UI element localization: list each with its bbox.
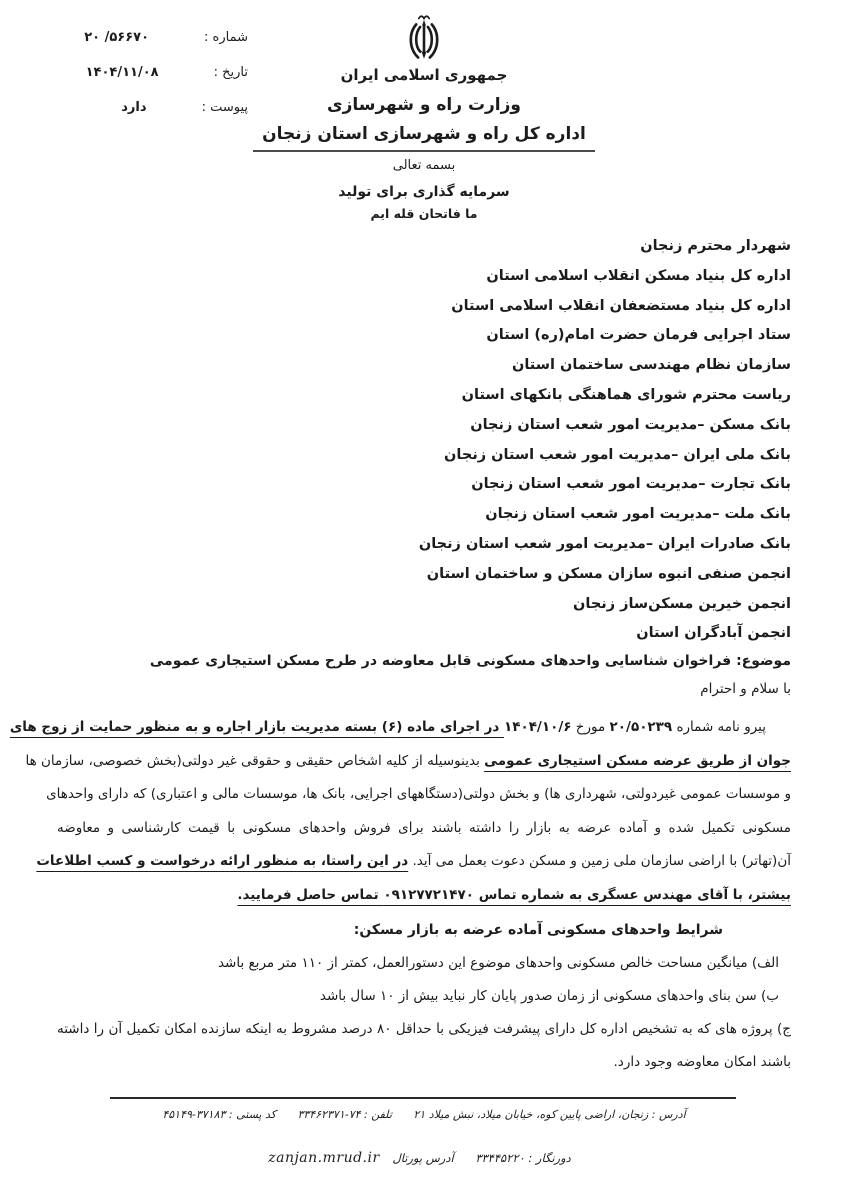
footer-address xyxy=(413,1108,685,1121)
body-line-4: مسکونی تکمیل شده و آماده عرضه به بازار را داشته باشند برای فروش واحدهای مسکونی با قیمت کارشناسی و معاوضه xyxy=(57,819,791,836)
letter-number-label: شماره : xyxy=(204,30,248,45)
body-line-5 xyxy=(36,845,791,879)
emphasized-text: در این راستا، به منظور ارائه درخواست و کسب اطلاعات xyxy=(36,853,409,869)
footer-contact-line xyxy=(0,1108,848,1121)
letter-attachment-value: دارد xyxy=(121,100,147,115)
fax-label: دورنگار : xyxy=(524,1151,571,1165)
letter-date-row xyxy=(50,65,248,100)
recipient-line: بانک ملی ایران –مدیریت امور شعب استان زنجان xyxy=(444,446,791,463)
letterhead-country: جمهوری اسلامی ایران xyxy=(340,66,508,84)
letter-attachment-label: پیوست : xyxy=(201,100,248,115)
recipient-line: سازمان نظام مهندسی ساختمان استان xyxy=(511,357,791,374)
letterhead-divider xyxy=(253,150,595,152)
footer-divider xyxy=(110,1097,736,1099)
reference-number: ۲۰/۵۰۲۳۹ xyxy=(609,719,673,735)
letterhead-ministry: وزارت راه و شهرسازی xyxy=(326,95,521,115)
letter-date-label: تاریخ : xyxy=(213,65,248,80)
emphasized-text: جوان از طریق عرضه مسکن استیجاری عمومی xyxy=(484,752,791,769)
letter-number-value: ۲۰ /۵۶۶۷۰ xyxy=(84,30,150,45)
address-label: آدرس : xyxy=(648,1108,686,1121)
footer-postal-code xyxy=(162,1108,276,1121)
year-slogan: سرمایه گذاری برای تولید xyxy=(338,184,510,200)
salutation-line: با سلام و احترام xyxy=(700,681,791,697)
footer-phone xyxy=(297,1108,391,1121)
contact-phone-number: ۰۹۱۲۷۷۲۱۴۷۰ xyxy=(383,886,474,903)
letter-attachment-row xyxy=(50,100,248,135)
body-text: پیرو نامه شماره xyxy=(672,719,766,735)
letterhead-department: اداره کل راه و شهرسازی استان زنجان xyxy=(262,124,586,144)
phone-label: تلفن : xyxy=(360,1108,392,1121)
emphasized-text: بیشتر، با آقای مهندس عسگری به شماره تماس xyxy=(474,886,791,903)
letterhead xyxy=(254,12,594,146)
condition-item-b: ب) سن بنای واحدهای مسکونی از زمان صدور پایان کار نباید بیش از ۱۰ سال باشد xyxy=(319,988,779,1004)
condition-item-c-continued: باشند امکان معاوضه وجود دارد. xyxy=(613,1054,791,1070)
recipient-line: بانک ملت –مدیریت امور شعب استان زنجان xyxy=(485,506,791,523)
recipient-line: بانک صادرات ایران –مدیریت امور شعب استان زنجان xyxy=(418,535,791,552)
conditions-heading: شرایط واحدهای مسکونی آماده عرضه به بازار مسکن: xyxy=(353,922,723,938)
conditions-list xyxy=(57,947,791,1079)
subject-line: موضوع: فراخوان شناسایی واحدهای مسکونی قابل معاوضه در طرح مسکن استیجاری عمومی xyxy=(149,653,791,669)
recipient-line: انجمن صنفی انبوه سازان مسکن و ساختمان استان xyxy=(426,565,791,582)
letter-number-row xyxy=(50,30,248,65)
body-text: آن(تهاتر) با اراضی سازمان ملی زمین و مسکن دعوت بعمل می آید. xyxy=(408,853,791,869)
basmala-text: بسمه تعالی xyxy=(392,158,456,173)
fax-value: ۳۳۴۴۵۲۲۰ xyxy=(475,1151,525,1165)
body-line-3: و موسسات عمومی غیردولتی، شهرداری ها) و بخش دولتی(دستگاههای اجرایی، بانک ها، موسسات مالی و اعتباری) که دارای واحدهای xyxy=(46,786,791,802)
motto-slogan: ما فاتحان قله ایم xyxy=(370,206,478,221)
phone-value: ۳۳۴۶۲۳۷۱-۷۴ xyxy=(297,1108,361,1121)
recipient-line: ریاست محترم شورای هماهنگی بانکهای استان xyxy=(461,386,791,403)
body-text: بدینوسیله از کلیه اشخاص حقیقی و حقوقی غیر دولتی(بخش خصوصی، سازمان ها xyxy=(25,752,485,769)
emphasized-text: تماس حاصل فرمایید. xyxy=(237,886,384,903)
recipient-line: اداره کل بنیاد مستضعفان انقلاب اسلامی استان xyxy=(451,297,791,314)
letter-meta-block xyxy=(50,30,248,135)
recipient-line: بانک تجارت –مدیریت امور شعب استان زنجان xyxy=(471,476,791,493)
recipient-line: ستاد اجرایی فرمان حضرت امام(ره) استان xyxy=(486,327,791,344)
recipients-list xyxy=(57,232,791,649)
footer-fax xyxy=(475,1151,570,1165)
condition-item-c: ج) پروژه های که به تشخیص اداره کل دارای پیشرفت فیزیکی با حداقل ۸۰ درصد مشروط به اینکه سازنده امکان تکمیل آن را داشته xyxy=(57,1021,791,1037)
address-value: زنجان، اراضی پایین کوه، خیابان میلاد، نبش میلاد ۲۱ xyxy=(413,1108,649,1121)
footer-portal-url: zanjan.mrud.ir xyxy=(268,1150,380,1166)
body-line-1 xyxy=(9,711,791,745)
iran-emblem-icon xyxy=(402,12,446,64)
recipient-line: انجمن خیرین مسکن‌ساز زنجان xyxy=(573,595,791,612)
postal-label: کد پستی : xyxy=(225,1108,276,1121)
body-paragraph xyxy=(9,711,791,912)
footer-fax-portal-line xyxy=(0,1150,848,1166)
reference-date: ۱۴۰۴/۱۰/۶ xyxy=(503,719,572,735)
emphasized-text: در اجرای ماده (۶) بسته مدیریت بازار اجاره و به منظور حمایت از زوج های xyxy=(9,719,504,735)
recipient-line: شهردار محترم زنجان xyxy=(640,238,791,254)
condition-item-a: الف) میانگین مساحت خالص مسکونی واحدهای موضوع این دستورالعمل، کمتر از ۱۱۰ متر مربع باشد xyxy=(217,955,779,971)
recipient-line: بانک مسکن –مدیریت امور شعب استان زنجان xyxy=(470,416,791,433)
recipient-line: اداره کل بنیاد مسکن انقلاب اسلامی استان xyxy=(486,267,791,284)
footer-portal-label: آدرس پورتال xyxy=(392,1151,454,1165)
recipient-line: انجمن آبادگران استان xyxy=(636,625,791,642)
postal-value: ۴۵۱۴۹-۳۷۱۸۳ xyxy=(162,1108,226,1121)
letter-date-value: ۱۴۰۴/۱۱/۰۸ xyxy=(85,65,159,80)
body-line-6 xyxy=(57,879,791,913)
body-text: مورخ xyxy=(571,719,610,735)
invocation-block xyxy=(0,157,848,223)
body-line-2 xyxy=(25,745,791,779)
